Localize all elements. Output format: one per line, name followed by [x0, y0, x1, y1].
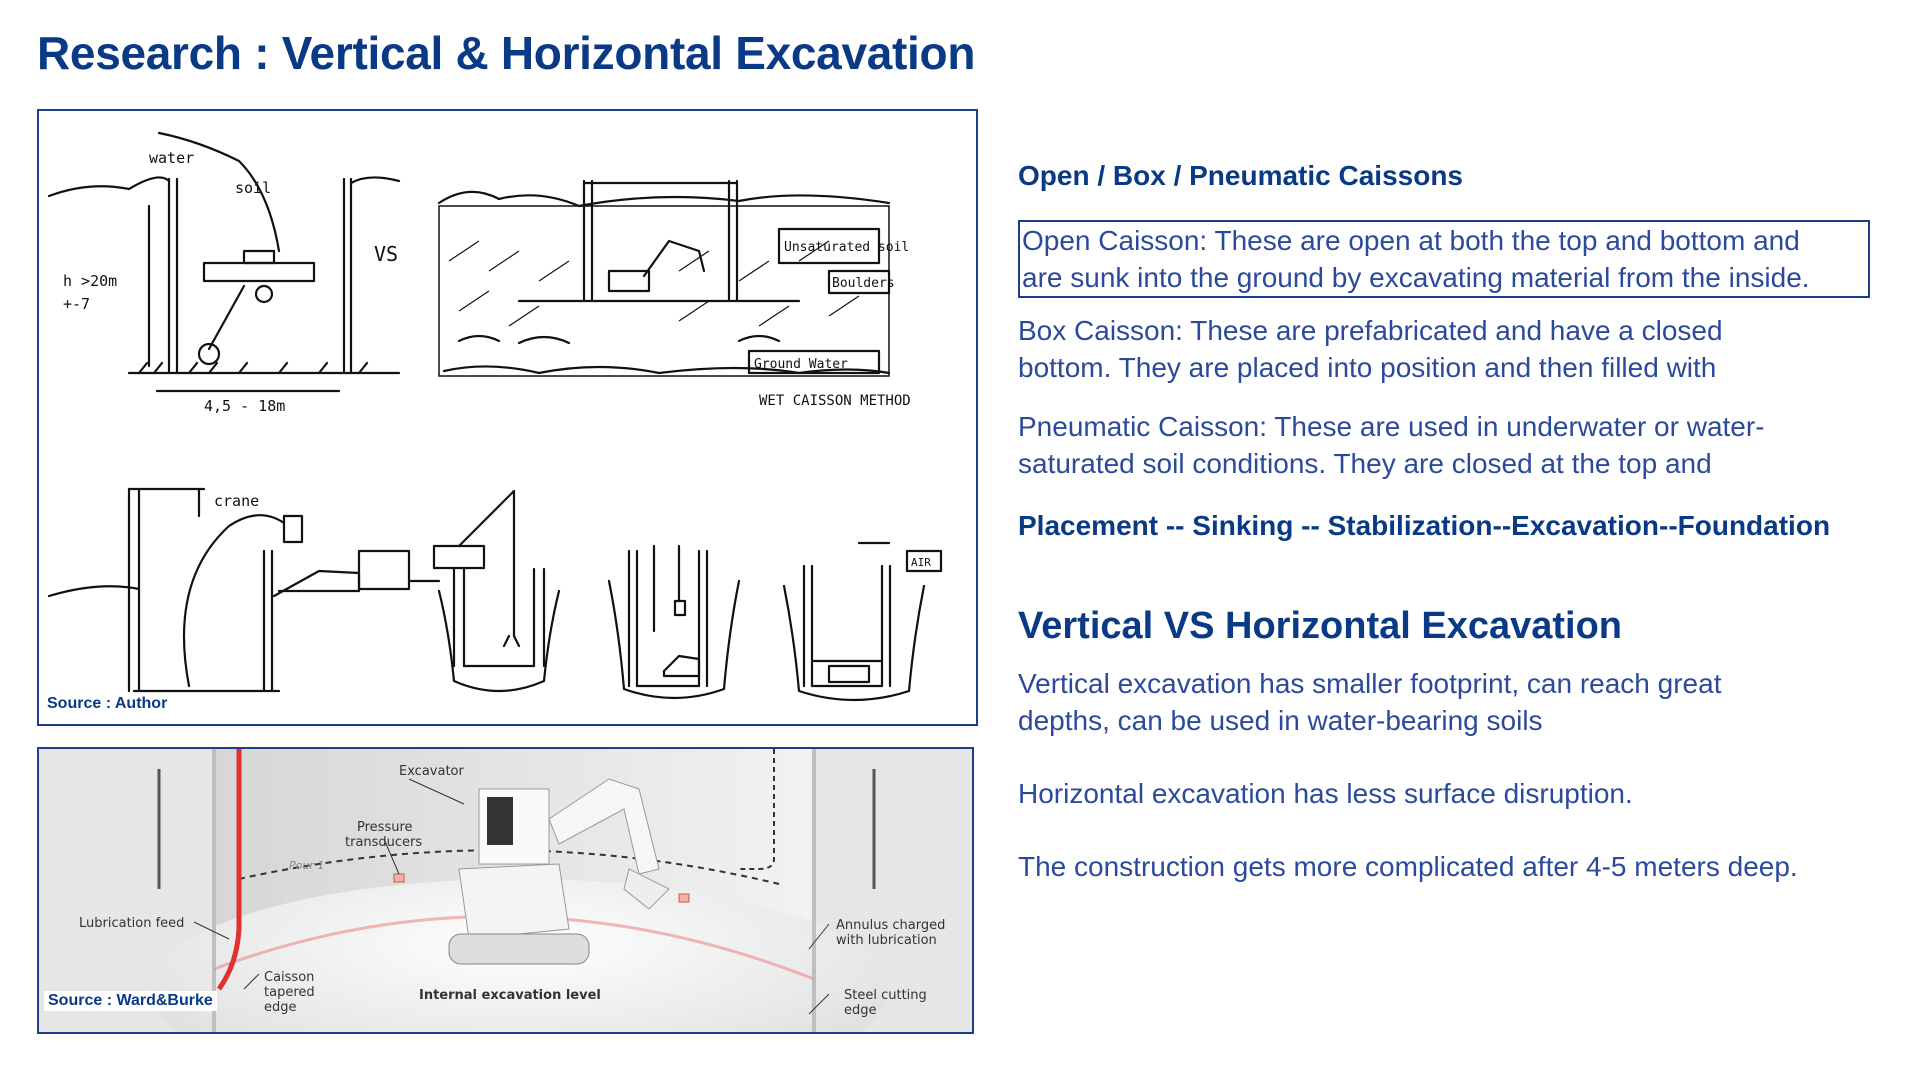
open-caisson-line-2: are sunk into the ground by excavating material from the inside. — [1022, 262, 1810, 293]
sketch-figure — [37, 109, 978, 726]
render-label-caisson-1: Caisson — [264, 970, 315, 985]
sketch-label-width: 4,5 - 18m — [204, 397, 286, 415]
sketch-label-soil: soil — [235, 179, 272, 197]
pneumatic-caisson-line-2: saturated soil conditions. They are closed at the top and — [1018, 448, 1712, 479]
construction-depth-text: The construction gets more complicated after 4-5 meters deep. — [1018, 851, 1798, 882]
render-label-pour: Pour 1 — [289, 859, 325, 872]
sketch-source-label: Source : Author — [43, 694, 171, 714]
sketch-label-method: WET CAISSON METHOD — [759, 393, 911, 409]
render-label-excavator: Excavator — [399, 764, 464, 779]
render-label-internal-level: Internal excavation level — [419, 988, 601, 1003]
excavation-heading: Vertical VS Horizontal Excavation — [1018, 605, 1622, 647]
render-label-lubrication-feed: Lubrication feed — [79, 916, 185, 931]
render-label-annulus-1: Annulus charged — [836, 918, 946, 933]
pneumatic-caisson-text — [1018, 408, 1765, 482]
caissons-heading: Open / Box / Pneumatic Caissons — [1018, 160, 1464, 191]
sketch-label-ground-water: Ground Water — [754, 357, 848, 372]
caisson-sequence-sketch — [49, 489, 941, 700]
render-label-pressure: Pressure — [357, 820, 413, 835]
render-label-caisson-3: edge — [264, 1000, 297, 1015]
sketch-label-air: AIR — [911, 556, 931, 569]
page-title: Research : Vertical & Horizontal Excavation — [37, 27, 976, 79]
sketch-label-crane: crane — [214, 492, 260, 510]
caisson-sketches — [39, 111, 976, 724]
vertical-excavation-line-2: depths, can be used in water-bearing soils — [1018, 705, 1543, 736]
box-caisson-line-2: bottom. They are placed into position and then filled with — [1018, 352, 1717, 383]
open-caisson-box — [1018, 220, 1870, 298]
sketch-label-unsaturated: Unsaturated soil — [784, 240, 910, 255]
sketch-label-vs: VS — [374, 242, 399, 266]
open-caisson-line-1: Open Caisson: These are open at both the top and bottom and — [1022, 225, 1800, 256]
horizontal-excavation-text: Horizontal excavation has less surface disruption. — [1018, 778, 1633, 809]
render-label-annulus-2: with lubrication — [836, 933, 937, 948]
sketch-label-boulders: Boulders — [832, 276, 895, 291]
wet-caisson-sketch — [439, 181, 889, 376]
render-source-label: Source : Ward&Burke — [44, 991, 217, 1011]
sketch-label-water: water — [149, 149, 195, 167]
vertical-excavation-line-1: Vertical excavation has smaller footprint, can reach great — [1018, 668, 1722, 699]
sketch-label-height: h >20m — [63, 272, 118, 290]
box-caisson-line-1: Box Caisson: These are prefabricated and have a closed — [1018, 315, 1723, 346]
caisson-cutaway-illustration — [39, 749, 972, 1032]
render-label-caisson-2: tapered — [264, 985, 315, 1000]
pneumatic-caisson-line-1: Pneumatic Caisson: These are used in underwater or water- — [1018, 411, 1765, 442]
render-label-transducers: transducers — [345, 835, 423, 850]
caisson-render-figure — [37, 747, 974, 1034]
render-label-steel-2: edge — [844, 1003, 877, 1018]
vertical-excavation-text — [1018, 665, 1721, 739]
process-sequence: Placement -- Sinking -- Stabilization--Excavation--Foundation — [1018, 510, 1831, 541]
open-caisson-sketch — [49, 133, 399, 391]
render-label-steel-1: Steel cutting — [844, 988, 927, 1003]
box-caisson-text — [1018, 312, 1723, 386]
sketch-label-height2: +-7 — [63, 295, 91, 313]
